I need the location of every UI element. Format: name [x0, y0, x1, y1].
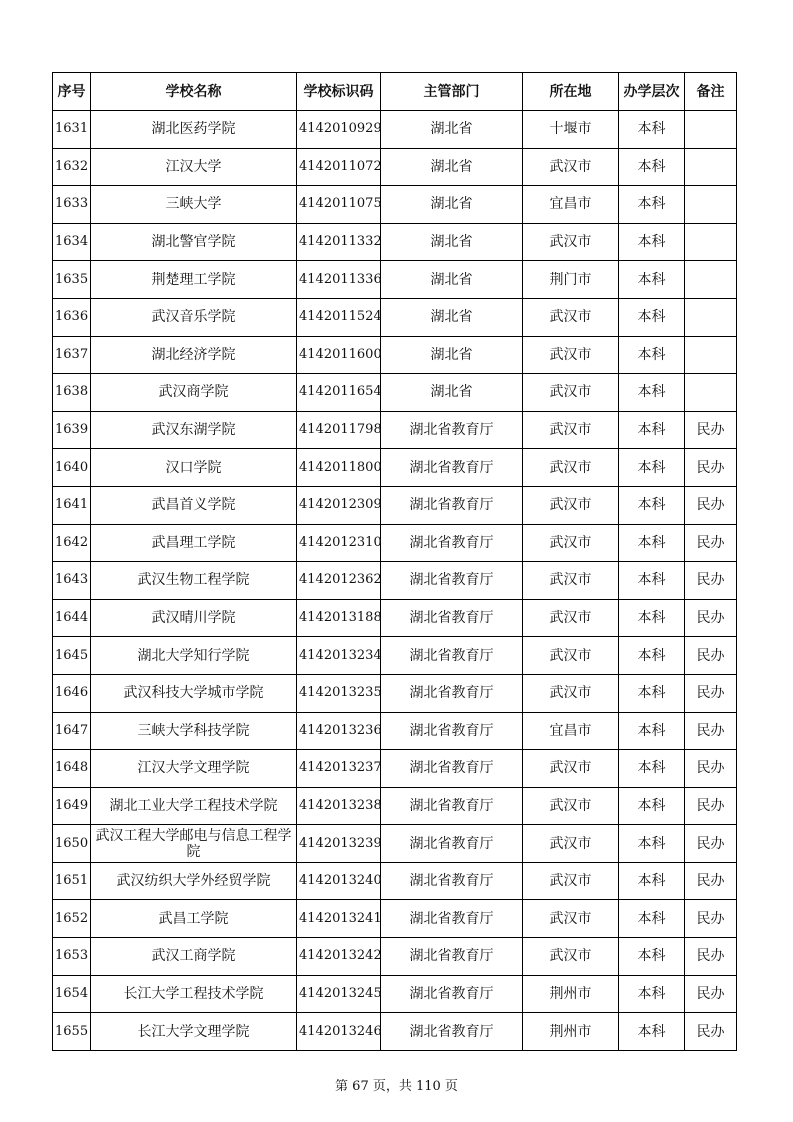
- table-body: [53, 111, 737, 1051]
- cell-location: 武汉市: [523, 562, 619, 600]
- cell-school-name: 湖北经济学院: [91, 336, 297, 374]
- cell-remark: [685, 298, 737, 336]
- cell-department: 湖北省教育厅: [381, 975, 523, 1013]
- cell-index: 1653: [53, 938, 91, 976]
- cell-level: 本科: [619, 336, 685, 374]
- cell-school-name: 武汉工商学院: [91, 938, 297, 976]
- table-row: [53, 223, 737, 261]
- cell-location: 武汉市: [523, 524, 619, 562]
- cell-location: 武汉市: [523, 674, 619, 712]
- cell-department: 湖北省: [381, 298, 523, 336]
- cell-index: 1631: [53, 111, 91, 149]
- table-row: [53, 336, 737, 374]
- table-row: [53, 825, 737, 863]
- cell-location: 武汉市: [523, 374, 619, 412]
- cell-level: 本科: [619, 223, 685, 261]
- cell-level: 本科: [619, 825, 685, 863]
- header-index: 序号: [53, 73, 91, 111]
- cell-school-name: 江汉大学: [91, 148, 297, 186]
- cell-school-code: 4142011654: [297, 374, 381, 412]
- table-row: [53, 862, 737, 900]
- table-row: [53, 449, 737, 487]
- cell-department: 湖北省: [381, 111, 523, 149]
- cell-remark: 民办: [685, 750, 737, 788]
- cell-department: 湖北省教育厅: [381, 825, 523, 863]
- table-row: [53, 900, 737, 938]
- cell-department: 湖北省: [381, 148, 523, 186]
- cell-school-name: 长江大学工程技术学院: [91, 975, 297, 1013]
- cell-remark: 民办: [685, 449, 737, 487]
- cell-school-code: 4142013246: [297, 1013, 381, 1051]
- cell-location: 荆门市: [523, 261, 619, 299]
- cell-location: 武汉市: [523, 862, 619, 900]
- header-school-name: 学校名称: [91, 73, 297, 111]
- cell-level: 本科: [619, 148, 685, 186]
- cell-index: 1643: [53, 562, 91, 600]
- table-row: [53, 938, 737, 976]
- cell-index: 1637: [53, 336, 91, 374]
- cell-level: 本科: [619, 599, 685, 637]
- cell-school-name: 武汉东湖学院: [91, 411, 297, 449]
- cell-level: 本科: [619, 411, 685, 449]
- cell-department: 湖北省教育厅: [381, 411, 523, 449]
- cell-school-code: 4142013242: [297, 938, 381, 976]
- cell-school-code: 4142012362: [297, 562, 381, 600]
- cell-index: 1633: [53, 186, 91, 224]
- cell-department: 湖北省教育厅: [381, 1013, 523, 1051]
- cell-location: 武汉市: [523, 449, 619, 487]
- page-footer: 第 67 页，共 110 页: [335, 1079, 458, 1094]
- cell-level: 本科: [619, 298, 685, 336]
- cell-location: 武汉市: [523, 298, 619, 336]
- school-list-table-container: [52, 72, 736, 1051]
- cell-location: 武汉市: [523, 900, 619, 938]
- cell-school-code: 4142011600: [297, 336, 381, 374]
- table-row: [53, 674, 737, 712]
- cell-school-name: 武汉科技大学城市学院: [91, 674, 297, 712]
- table-row: [53, 186, 737, 224]
- cell-remark: 民办: [685, 1013, 737, 1051]
- header-department: 主管部门: [381, 73, 523, 111]
- cell-remark: 民办: [685, 674, 737, 712]
- cell-level: 本科: [619, 524, 685, 562]
- cell-department: 湖北省教育厅: [381, 862, 523, 900]
- cell-school-name: 武昌理工学院: [91, 524, 297, 562]
- cell-school-name: 江汉大学文理学院: [91, 750, 297, 788]
- cell-index: 1651: [53, 862, 91, 900]
- cell-index: 1642: [53, 524, 91, 562]
- table-row: [53, 750, 737, 788]
- cell-remark: [685, 261, 737, 299]
- cell-school-name: 武汉音乐学院: [91, 298, 297, 336]
- cell-location: 十堰市: [523, 111, 619, 149]
- cell-index: 1639: [53, 411, 91, 449]
- cell-location: 武汉市: [523, 787, 619, 825]
- cell-location: 武汉市: [523, 411, 619, 449]
- cell-index: 1635: [53, 261, 91, 299]
- cell-school-name: 三峡大学科技学院: [91, 712, 297, 750]
- cell-location: 宜昌市: [523, 186, 619, 224]
- cell-school-code: 4142013245: [297, 975, 381, 1013]
- cell-remark: 民办: [685, 712, 737, 750]
- cell-location: 宜昌市: [523, 712, 619, 750]
- cell-school-code: 4142012310: [297, 524, 381, 562]
- cell-level: 本科: [619, 486, 685, 524]
- cell-remark: 民办: [685, 938, 737, 976]
- cell-index: 1649: [53, 787, 91, 825]
- cell-level: 本科: [619, 674, 685, 712]
- cell-remark: 民办: [685, 787, 737, 825]
- cell-school-code: 4142011800: [297, 449, 381, 487]
- table-header-row: [53, 73, 737, 111]
- cell-level: 本科: [619, 750, 685, 788]
- cell-school-name: 武汉工程大学邮电与信息工程学院: [91, 825, 297, 863]
- header-remark: 备注: [685, 73, 737, 111]
- cell-department: 湖北省: [381, 186, 523, 224]
- cell-school-code: 4142013238: [297, 787, 381, 825]
- cell-school-code: 4142013236: [297, 712, 381, 750]
- cell-school-code: 4142013237: [297, 750, 381, 788]
- cell-remark: [685, 336, 737, 374]
- header-level: 办学层次: [619, 73, 685, 111]
- cell-location: 武汉市: [523, 825, 619, 863]
- cell-department: 湖北省: [381, 223, 523, 261]
- cell-index: 1648: [53, 750, 91, 788]
- cell-school-name: 武汉纺织大学外经贸学院: [91, 862, 297, 900]
- cell-location: 武汉市: [523, 938, 619, 976]
- cell-school-name: 湖北警官学院: [91, 223, 297, 261]
- cell-school-name: 长江大学文理学院: [91, 1013, 297, 1051]
- cell-remark: 民办: [685, 862, 737, 900]
- cell-school-code: 4142013239: [297, 825, 381, 863]
- table-row: [53, 1013, 737, 1051]
- cell-school-name: 湖北工业大学工程技术学院: [91, 787, 297, 825]
- cell-school-name: 武汉晴川学院: [91, 599, 297, 637]
- cell-school-name: 三峡大学: [91, 186, 297, 224]
- cell-index: 1638: [53, 374, 91, 412]
- cell-level: 本科: [619, 975, 685, 1013]
- table-row: [53, 712, 737, 750]
- table-row: [53, 524, 737, 562]
- cell-remark: 民办: [685, 524, 737, 562]
- cell-remark: 民办: [685, 562, 737, 600]
- cell-location: 荆州市: [523, 975, 619, 1013]
- cell-remark: 民办: [685, 486, 737, 524]
- cell-level: 本科: [619, 111, 685, 149]
- cell-department: 湖北省教育厅: [381, 750, 523, 788]
- cell-index: 1647: [53, 712, 91, 750]
- cell-school-name: 武汉商学院: [91, 374, 297, 412]
- cell-school-code: 4142011072: [297, 148, 381, 186]
- cell-location: 武汉市: [523, 750, 619, 788]
- cell-school-code: 4142013188: [297, 599, 381, 637]
- table-row: [53, 411, 737, 449]
- cell-index: 1646: [53, 674, 91, 712]
- cell-index: 1636: [53, 298, 91, 336]
- cell-index: 1634: [53, 223, 91, 261]
- table-row: [53, 148, 737, 186]
- cell-index: 1654: [53, 975, 91, 1013]
- cell-school-code: 4142013235: [297, 674, 381, 712]
- cell-index: 1641: [53, 486, 91, 524]
- cell-school-name: 武汉生物工程学院: [91, 562, 297, 600]
- cell-department: 湖北省教育厅: [381, 524, 523, 562]
- header-location: 所在地: [523, 73, 619, 111]
- cell-level: 本科: [619, 1013, 685, 1051]
- cell-school-code: 4142012309: [297, 486, 381, 524]
- table-row: [53, 261, 737, 299]
- cell-remark: 民办: [685, 411, 737, 449]
- cell-level: 本科: [619, 900, 685, 938]
- cell-school-name: 湖北医药学院: [91, 111, 297, 149]
- cell-remark: 民办: [685, 975, 737, 1013]
- cell-school-code: 4142013234: [297, 637, 381, 675]
- cell-remark: [685, 148, 737, 186]
- cell-department: 湖北省: [381, 374, 523, 412]
- table-row: [53, 787, 737, 825]
- table-row: [53, 486, 737, 524]
- cell-department: 湖北省: [381, 336, 523, 374]
- cell-level: 本科: [619, 712, 685, 750]
- cell-department: 湖北省教育厅: [381, 449, 523, 487]
- cell-school-name: 汉口学院: [91, 449, 297, 487]
- header-school-code: 学校标识码: [297, 73, 381, 111]
- cell-level: 本科: [619, 938, 685, 976]
- cell-school-code: 4142013240: [297, 862, 381, 900]
- table-row: [53, 374, 737, 412]
- cell-department: 湖北省教育厅: [381, 562, 523, 600]
- cell-remark: 民办: [685, 599, 737, 637]
- cell-school-name: 湖北大学知行学院: [91, 637, 297, 675]
- cell-level: 本科: [619, 787, 685, 825]
- cell-school-code: 4142011798: [297, 411, 381, 449]
- cell-school-code: 4142011524: [297, 298, 381, 336]
- cell-school-name: 荆楚理工学院: [91, 261, 297, 299]
- cell-location: 武汉市: [523, 599, 619, 637]
- cell-department: 湖北省教育厅: [381, 486, 523, 524]
- cell-location: 武汉市: [523, 336, 619, 374]
- cell-department: 湖北省教育厅: [381, 787, 523, 825]
- cell-level: 本科: [619, 862, 685, 900]
- cell-department: 湖北省教育厅: [381, 900, 523, 938]
- cell-school-name: 武昌首义学院: [91, 486, 297, 524]
- cell-department: 湖北省教育厅: [381, 637, 523, 675]
- cell-school-code: 4142011075: [297, 186, 381, 224]
- cell-school-code: 4142011332: [297, 223, 381, 261]
- cell-remark: [685, 111, 737, 149]
- cell-index: 1632: [53, 148, 91, 186]
- cell-remark: [685, 374, 737, 412]
- cell-remark: 民办: [685, 637, 737, 675]
- cell-remark: 民办: [685, 900, 737, 938]
- table-row: [53, 599, 737, 637]
- cell-school-code: 4142011336: [297, 261, 381, 299]
- cell-index: 1645: [53, 637, 91, 675]
- cell-location: 荆州市: [523, 1013, 619, 1051]
- cell-location: 武汉市: [523, 223, 619, 261]
- cell-index: 1650: [53, 825, 91, 863]
- cell-department: 湖北省教育厅: [381, 712, 523, 750]
- cell-department: 湖北省: [381, 261, 523, 299]
- cell-level: 本科: [619, 186, 685, 224]
- cell-department: 湖北省教育厅: [381, 599, 523, 637]
- cell-level: 本科: [619, 374, 685, 412]
- cell-remark: 民办: [685, 825, 737, 863]
- cell-location: 武汉市: [523, 637, 619, 675]
- cell-school-code: 4142010929: [297, 111, 381, 149]
- table-row: [53, 637, 737, 675]
- cell-department: 湖北省教育厅: [381, 674, 523, 712]
- cell-level: 本科: [619, 261, 685, 299]
- cell-level: 本科: [619, 637, 685, 675]
- table-row: [53, 975, 737, 1013]
- table-row: [53, 562, 737, 600]
- cell-index: 1652: [53, 900, 91, 938]
- cell-remark: [685, 223, 737, 261]
- cell-index: 1655: [53, 1013, 91, 1051]
- cell-index: 1644: [53, 599, 91, 637]
- cell-level: 本科: [619, 449, 685, 487]
- cell-index: 1640: [53, 449, 91, 487]
- cell-school-code: 4142013241: [297, 900, 381, 938]
- cell-location: 武汉市: [523, 486, 619, 524]
- school-list-table: [52, 72, 737, 1051]
- cell-level: 本科: [619, 562, 685, 600]
- table-row: [53, 298, 737, 336]
- cell-school-name: 武昌工学院: [91, 900, 297, 938]
- table-row: [53, 111, 737, 149]
- cell-location: 武汉市: [523, 148, 619, 186]
- cell-department: 湖北省教育厅: [381, 938, 523, 976]
- cell-remark: [685, 186, 737, 224]
